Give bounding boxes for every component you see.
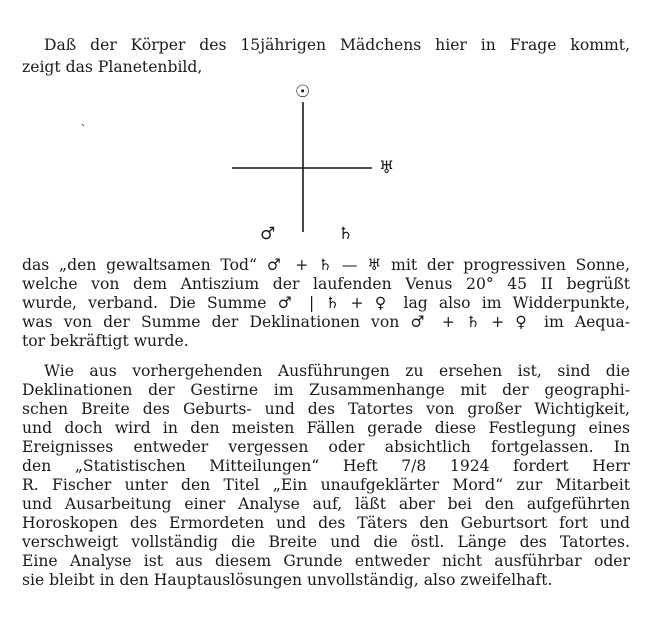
intro-line-1: Daß der Körper des 15jährigen Mädchens hier in Frage kommt,	[44, 36, 630, 54]
diagram-lines	[0, 0, 650, 260]
intro-line-2: zeigt das Planetenbild,	[22, 58, 203, 76]
paragraph2-line-12: sie bleibt in den Hauptauslösungen unvollständig, also zweifelhaft.	[22, 571, 553, 589]
saturn-symbol: ♄	[338, 224, 354, 244]
paragraph2-line-2: Deklinationen der Gestirne im Zusammenhange mit der geographi-	[22, 381, 630, 399]
paragraph2-line-5: Ereignisses entweder vergessen oder absichtlich fortgelassen. In	[22, 438, 630, 456]
planetary-diagram	[0, 0, 650, 260]
paragraph2-line-4: und doch wird in den meisten Fällen gerade diese Festlegung eines	[22, 419, 630, 437]
mars-symbol: ♂	[260, 224, 276, 244]
sun-symbol: ☉	[295, 82, 311, 102]
paragraph2-line-9: Horoskopen des Ermordeten und des Täters den Geburtsort fort und	[22, 514, 630, 532]
paragraph1-line-4: was von der Summe der Deklinationen von ♂ + ♄ + ♀ im Aequa-	[22, 313, 630, 331]
paragraph1-line-5: tor bekräftigt wurde.	[22, 332, 189, 350]
paragraph2-line-10: verschweigt vollständig die Breite und die östl. Länge des Tatortes.	[22, 533, 630, 551]
uranus-symbol: ♅	[379, 158, 395, 178]
paragraph2-line-8: und Ausarbeitung einer Analyse auf, läßt aber bei den aufgeführten	[22, 495, 630, 513]
paragraph1-line-3: wurde, verband. Die Summe ♂ | ♄ + ♀ lag also im Widderpunkte,	[22, 294, 630, 312]
paragraph1-line-2: welche von dem Antiszium der laufenden Venus 20° 45 II begrüßt	[22, 275, 630, 293]
paragraph2-line-7: R. Fischer unter den Titel „Ein unaufgeklärter Mord“ zur Mitarbeit	[22, 476, 630, 494]
paragraph2-line-11: Eine Analyse ist aus diesem Grunde entweder nicht ausführbar oder	[22, 552, 630, 570]
paragraph1-line-1: das „den gewaltsamen Tod“ ♂ + ♄ — ♅ mit der progressiven Sonne,	[22, 256, 630, 274]
paragraph2-line-6: den „Statistischen Mitteilungen“ Heft 7/8 1924 fordert Herr	[22, 457, 630, 475]
paragraph2-line-1: Wie aus vorhergehenden Ausführungen zu ersehen ist, sind die	[44, 362, 630, 380]
scan-speck	[82, 124, 84, 126]
paragraph2-line-3: schen Breite des Geburts- und des Tatortes von großer Wichtigkeit,	[22, 400, 630, 418]
